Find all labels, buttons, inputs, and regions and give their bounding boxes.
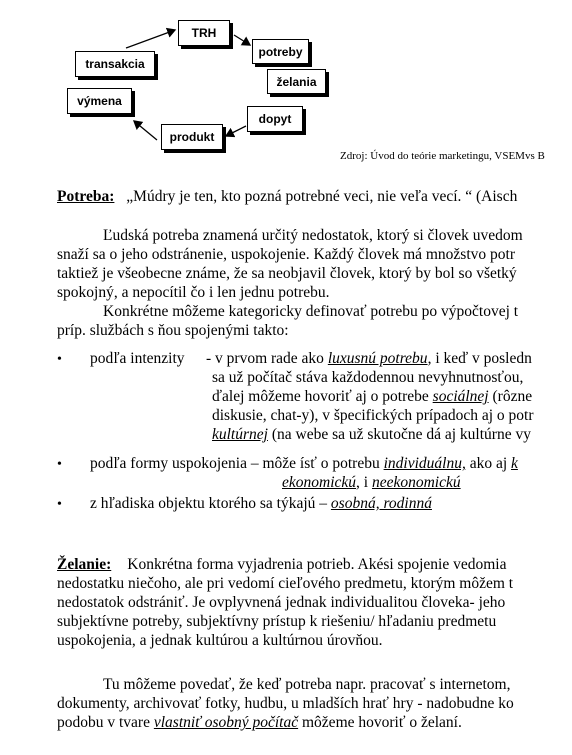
zelanie-heading: Želanie: [57, 556, 112, 573]
potreba-line [57, 187, 517, 206]
node-trh: TRH [178, 20, 230, 46]
text-line: subjektívne potreby, subjektívny prístup k riešeniu/ hľadaniu predmetu [57, 613, 497, 630]
term-k: k [511, 455, 518, 472]
bullet-intenzita-text [206, 349, 534, 444]
potreba-paragraph-1 [57, 226, 523, 340]
bullet-intenzita-label [90, 349, 185, 368]
text-line: diskusie, chat-y), v špecifických prípadoch aj o potr [212, 407, 534, 424]
arrow-trh-potreby [234, 35, 250, 45]
term-vlastnit-pc: vlastniť osobný počítač [153, 714, 299, 731]
text-line: príp. službách s ňou spojenými takto: [57, 322, 289, 339]
text-line: ďalej môžeme hovoriť aj o potrebe sociálnej (rôzne [212, 388, 533, 405]
term-luxusna: luxusnú potrebu [327, 350, 428, 367]
bullet-dot: • [57, 352, 62, 367]
term-neekonomicka: neekonomickú [371, 474, 461, 491]
bullet-objekt [57, 494, 62, 514]
text-line: podobu v tvare vlastniť osobný počítač môžeme hovoriť o želaní. [57, 714, 462, 731]
arrow-produkt-vymena [134, 121, 157, 140]
text-line: uspokojenia, a jednak kultúrou a kultúrnou úrovňou. [57, 632, 383, 649]
bullet-forma-line2: ekonomickú, i neekonomickú [282, 474, 461, 491]
text-line: Ľudská potreba znamená určitý nedostatok, ktorý si človek uvedom [103, 227, 523, 244]
bullet-objekt-text: z hľadiska objektu ktorého sa týkajú – osobná, rodinná [90, 495, 432, 512]
term-ekonomicka: ekonomickú [282, 474, 357, 491]
bullet-label: podľa intenzity [90, 350, 185, 367]
bullet-dot: • [57, 457, 62, 472]
text-line: nedostatku niečoho, ale pri vedomí cieľového predmetu, ktorým môžem t [57, 575, 514, 592]
potreba-heading: Potreba: [57, 188, 115, 205]
node-produkt: produkt [161, 124, 223, 150]
text-line: kultúrnej (na webe sa už skutočne dá aj kultúrne vy [212, 426, 531, 443]
bullet-intenzita [57, 349, 62, 369]
term-kulturna: kultúrnej [212, 426, 268, 443]
zelanie-paragraph-2 [57, 675, 514, 732]
diagram-source: Zdroj: Úvod do teórie marketingu, VSEMvs B [340, 150, 545, 162]
bullet-forma [57, 454, 62, 474]
diagram-arrows [0, 0, 572, 160]
text-line: Tu môžeme povedať, že keď potreba napr. pracovať s internetom, [103, 676, 511, 693]
text-line: - v prvom rade ako luxusnú potrebu, i keď v posledn [206, 350, 532, 367]
term-osobna: osobná, rodinná [330, 495, 432, 512]
bullet-forma-text: podľa formy uspokojenia – môže ísť o potrebu individuálnu, ako aj k [90, 455, 518, 472]
term-individualna: individuálnu, [383, 455, 466, 472]
text-line: spokojný, a nepocítil čo i len jednu potrebu. [57, 284, 330, 301]
text-line: snaží sa o jeho odstránenie, uspokojenie. Každý človek má množstvo potr [57, 246, 515, 263]
node-vymena: výmena [67, 88, 132, 114]
node-dopyt: dopyt [247, 106, 303, 132]
text-line: nedostatok odstrániť. Je ovplyvnená jednak individualitou človeka- jeho [57, 594, 506, 611]
text-line: dokumenty, archivovať fotky, hudbu, u mladších hrať hry - nadobudne ko [57, 695, 514, 712]
text-line: Želanie: Konkrétna forma vyjadrenia potrieb. Akési spojenie vedomia [57, 556, 507, 573]
term-socialna: sociálnej [432, 388, 489, 405]
bullet-dot: • [57, 497, 62, 512]
arrow-dopyt-produkt [226, 126, 246, 136]
text-line: taktiež je všeobecne známe, že sa neobjavil človek, ktorý by bol so všetký [57, 265, 517, 282]
node-potreby: potreby [252, 39, 309, 64]
zelanie-block [57, 555, 513, 650]
arrow-transakcia-trh [126, 30, 175, 48]
potreba-quote: „Múdry je ten, kto pozná potrebné veci, nie veľa vecí. “ (Aisch [126, 188, 518, 205]
node-zelania: želania [267, 69, 326, 94]
text-line: sa už počítač stáva každodennou nevyhnutnosťou, [212, 369, 524, 386]
node-transakcia: transakcia [75, 51, 155, 77]
text-line: Konkrétne môžeme kategoricky definovať potrebu po výpočtovej t [103, 303, 519, 320]
